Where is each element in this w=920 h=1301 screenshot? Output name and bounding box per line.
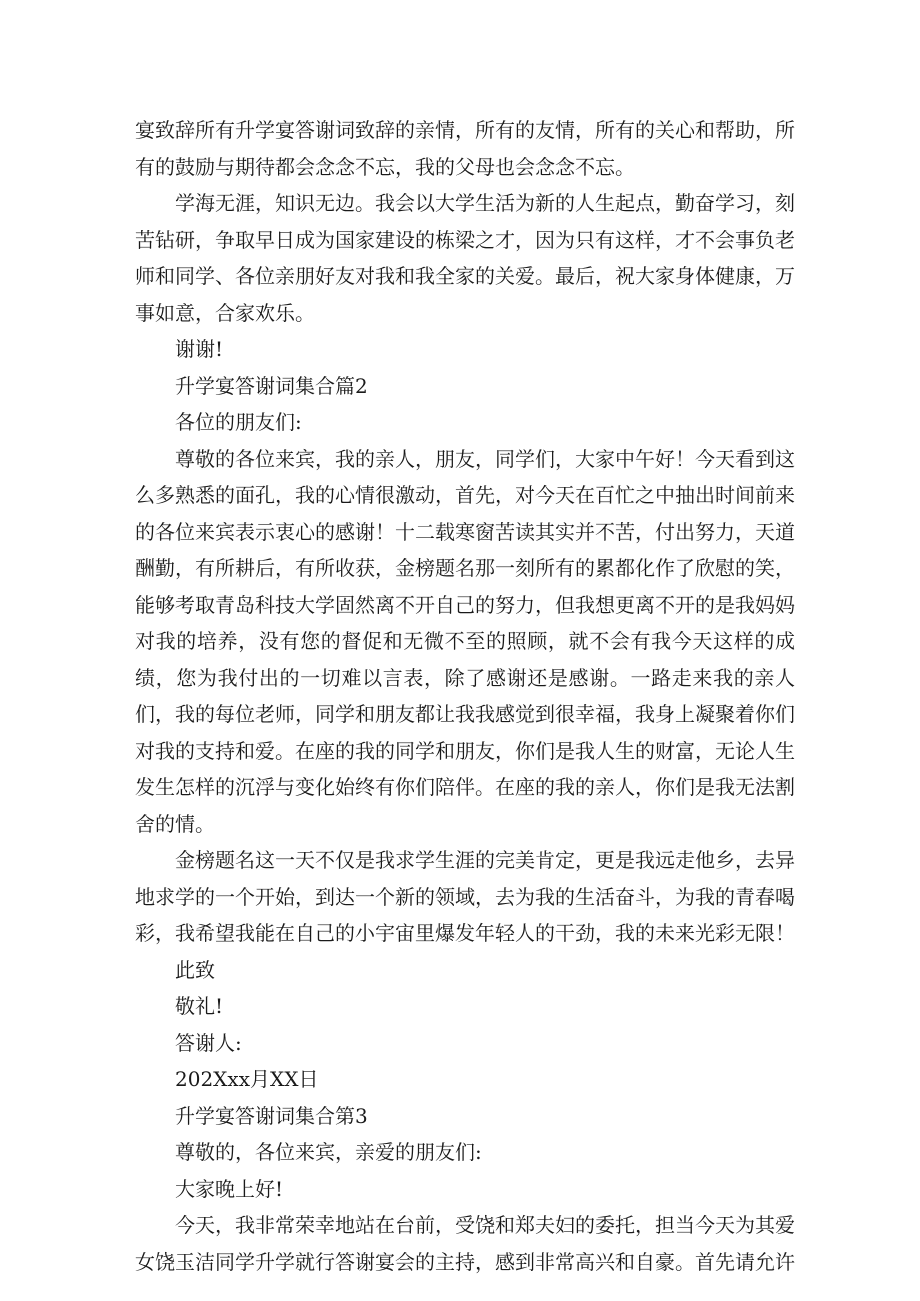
salutation-2: 各位的朋友们: [175,410,302,434]
date-line: 202Xxx月XX日 [175,1067,319,1091]
greeting-line: 大家晚上好! [175,1176,284,1201]
section-heading-2: 升学宴答谢词集合篇2 [175,373,368,398]
closing-line-2: 敬礼! [175,994,224,1018]
salutation-3: 尊敬的，各位来宾，亲爱的朋友们: [175,1140,482,1164]
paragraph-7: 金榜题名这一天不仅是我求学生涯的完美肯定，更是我远走他乡，去异地求学的一个开始，到达一个新的领域，去为我的生活奋斗，为我的青春喝彩，我希望我能在自己的小宇宙里爆发年轻人的干劲，我的未来光彩无限！ [135,848,795,945]
document-body [135,112,795,1280]
paragraph-2: 学海无涯，知识无边。我会以大学生活为新的人生起点，勤奋学习，刻苦钻研，争取早日成为国家建设的栋梁之才，因为只有这样，才不会事负老师和同学、各位亲朋好友对我和我全家的关爱。最后，祝大家身体健康，万事如意，合家欢乐。 [135,191,795,325]
paragraph-6: 尊敬的各位来宾，我的亲人，朋友，同学们，大家中午好！今天看到这么多熟悉的面孔，我的心情很激动，首先，对今天在百忙之中抽出时间前来的各位来宾表示衷心的感谢！十二载寒窗苦读其实并不苦，付出努力，天道酬勤，有所耕后，有所收获，金榜题名那一刻所有的累都化作了欣慰的笑，能够考取青岛科技大学固然离不开自己的努力，但我想更离不开的是我妈妈对我的培养，没有您的督促和无微不至的照顾，就不会有我今天这样的成绩，您为我付出的一切难以言表，除了感谢还是感谢。一路走来我的亲人们，我的每位老师，同学和朋友都让我我感觉到很幸福，我身上凝聚着你们对我的支持和爱。在座的我的同学和朋友，你们是我人生的财富，无论人生发生怎样的沉浮与变化始终有你们陪伴。在座的我的亲人，你们是我无法割舍的情。 [135,446,795,836]
signature-label: 答谢人: [175,1030,242,1055]
paragraph-15: 今天，我非常荣幸地站在台前，受饶和郑夫妇的委托，担当今天为其爱女饶玉洁同学升学就行答谢宴会的主持，感到非常高兴和自豪。首先请允许 [135,1213,795,1274]
paragraph-3: 谢谢! [175,337,224,361]
section-heading-3: 升学宴答谢词集合第3 [175,1103,368,1128]
closing-line-1: 此致 [175,957,215,982]
paragraph-1: 宴致辞所有升学宴答谢词致辞的亲情，所有的友情，所有的关心和帮助，所有的鼓励与期待都会念念不忘，我的父母也会念念不忘。 [135,118,795,179]
